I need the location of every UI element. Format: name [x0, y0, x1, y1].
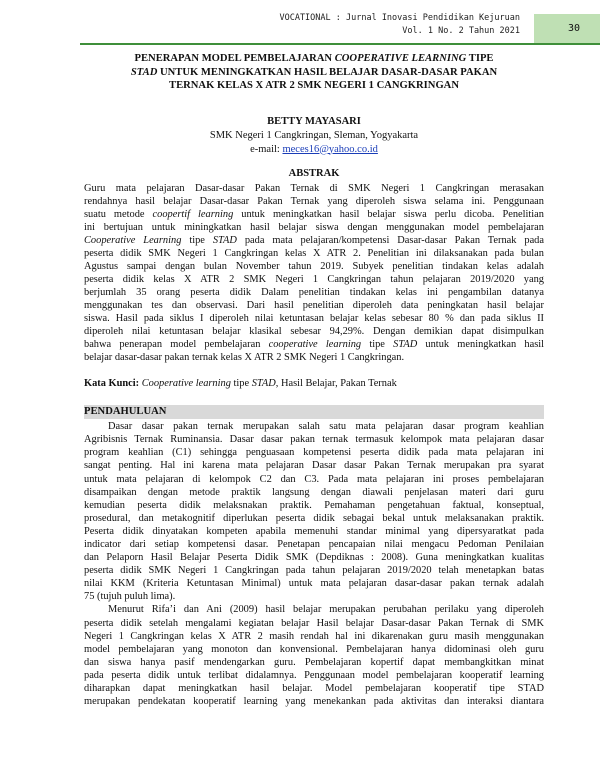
section-heading-pendahuluan: PENDAHULUAN	[84, 405, 544, 419]
abstract-line: belajar dasar-dasar pakan ternak kelas X ATR 2 SMK Negeri 1 Cangkringan.	[84, 352, 405, 364]
keywords: Kata Kunci: Cooperative learning tipe STAD, Hasil Belajar, Pakan Ternak	[84, 378, 397, 390]
paragraph-line: Menurut Rifa’i dan Ani (2009) hasil belajar merupakan perubahan perilaku yang diperoleh	[108, 604, 544, 616]
author-name: BETTY MAYASARI	[267, 115, 361, 127]
paragraph-line: nilai KKM (Kriteria Ketuntasan Minimal) untuk mata pelajaran dasar-dasar pakan ternak adalah	[84, 578, 544, 590]
section-text	[84, 420, 544, 708]
title-line-3: TERNAK KELAS X ATR 2 SMK NEGERI 1 CANGKRINGAN	[169, 80, 459, 91]
paragraph-line: kemudian peserta didik melaksnakan praktik. Pemahaman pengetahuan faktual, konseptual,	[84, 499, 544, 511]
abstract-line: berjumlah 35 orang peserta didik Dalam penelitian tindakan kelas ini pengambilan datanya	[84, 286, 544, 298]
paragraph-line: Negeri 1 Cangkringan kelas X ATR 2 masih rendah hal ini dikarenakan guru masih menggunakan	[84, 630, 544, 642]
paragraph-line: diharapkan dapat meningkatkan hasil belajar. Model pembelajaran kooperatif tipe STAD	[84, 683, 544, 695]
abstract-line: peserta didik SMK Negeri 1 Cangkringan kelas X ATR 2. Penelitian ini dilaksanakan pada bulan	[84, 247, 544, 259]
paragraph-line: Agribisnis Ternak Ruminansia. Dasar dasar pakan ternak termasuk kelompok mata pelajaran dasar	[84, 434, 544, 446]
paragraph-line: program keahlian (C1) sehingga penguasaan kompetensi peserta didik pada mata pelajaran ini	[84, 447, 544, 459]
abstract-line: Cooperative Learning tipe STAD pada mata pelajaran/kompetensi Dasar-dasar Pakan Ternak pada	[84, 234, 544, 246]
author-affiliation: SMK Negeri 1 Cangkringan, Sleman, Yogyakarta	[209, 129, 419, 141]
paragraph-line: indicator dari setiap kompetensi dasar. Penetapan pencapaian nilai mengacu Pedoman Penilaian	[84, 539, 544, 550]
abstract-text	[84, 182, 544, 365]
abstract-line: diperoleh nilai ketuntasan belajar klasikal sebesar 94,29%. Dengan demikian dapat disimpulkan	[84, 326, 544, 338]
header-divider	[80, 43, 600, 45]
abstract-heading: ABSTRAK	[288, 167, 340, 179]
email-link[interactable]: meces16@yahoo.co.id	[282, 143, 378, 155]
paragraph-line: peserta didik SMK Negeri 1 Cangkringan pada tahun pelajaran 2019/2020 telah menetapkan batas	[84, 565, 544, 577]
article-body	[84, 52, 544, 708]
page-number: 30	[534, 14, 600, 44]
title-line-1: PENERAPAN MODEL PEMBELAJARAN COOPERATIVE LEARNING TIPE	[134, 53, 494, 64]
abstract-line: peserta didik kelas X ATR 2 SMK Negeri 1 Cangkringan tahun pelajaran 2019/2020 yang	[84, 273, 544, 285]
paragraph-line: merupakan pendekatan kooperatif learning yang menekankan pada aktivitas dan interaksi diantara	[84, 696, 544, 708]
journal-volume: Vol. 1 No. 2 Tahun 2021	[402, 26, 520, 36]
abstract-line: Agustus sampai dengan bulan November tahun 2019. Subyek penelitian tindakan kelas adalah	[84, 260, 544, 272]
abstract-line: bahwa penerapan model pembelajaran cooperative learning tipe STAD untuk meningkatkan hasil	[84, 339, 544, 351]
paragraph-line: pada peserta didik untuk terlibat didalamnya. Penggunaan model pembelajaran kooperatif learning	[84, 669, 544, 681]
paragraph-line: dan siswa hanya pasif mendengarkan guru. Pembelajaran kopertif dapat membangkitkan minat	[84, 656, 544, 668]
article-title	[84, 52, 544, 93]
title-line-2: STAD UNTUK MENINGKATKAN HASIL BELAJAR DASAR-DASAR PAKAN	[130, 66, 498, 78]
paragraph-line: sangat penting. Hal ini karena mata pelajaran Dasar dasar Pakan Ternak merupakan pra syarat	[84, 460, 544, 472]
abstract-line: suatu metode coopertif learning untuk meningkatkan hasil belajar siswa perlu dicoba. Penelitian	[84, 208, 544, 220]
paragraph-line: 75 (tujuh puluh lima).	[84, 591, 176, 603]
journal-header	[279, 12, 520, 38]
abstract-line: menggunakan tes dan observasi. Dari hasil penelitian diperoleh data peningkatan hasil belajar	[84, 299, 544, 311]
paragraph-line: model pembelajaran yang monoton dan konvensional. Pembelajaran hanya didominasi oleh guru	[84, 643, 544, 655]
paragraph-line: untuk mata pelajaran di kelompok C2 dan C3. Pada mata pelajaran ini proses pembelajaran	[84, 473, 544, 485]
paragraph-line: Peserta didik dinyatakan kompeten apabila memenuhi standar minimal yang dipersyaratkat pada	[84, 525, 544, 537]
paragraph-line: peserta didik setelah mengalami kegiatan belajar Hasil belajar Dasar-dasar Pakan Ternak di SMK	[84, 617, 544, 629]
paragraph-line: Dasar dasar pakan ternak merupakan salah satu mata pelajaran dasar program keahlian	[108, 421, 544, 433]
journal-name: VOCATIONAL : Jurnal Inovasi Pendidikan Kejuruan	[279, 13, 520, 23]
abstract-line: rendahnya hasil belajar Dasar-dasar Pakan Ternak yang diperoleh siswa selama ini. Penggunaan	[84, 195, 544, 207]
abstract-line: ini bertujuan untuk miningkatkan hasil belajar siswa dengan menggunakan model pembelajaran	[84, 221, 544, 233]
author-email-line: e-mail: meces16@yahoo.co.id	[250, 143, 378, 155]
abstract-line: Guru mata pelajaran Dasar-dasar Pakan Ternak di SMK Negeri 1 Cangkringan merasakan	[84, 182, 544, 194]
paragraph-line: prosedural, dan metakognitif diperlukan peserta didik sebagai bekal untuk melaksanakan praktik.	[84, 512, 544, 524]
paragraph-line: dan Pelaporn Hasil Belajar Peserta Didik SMK (Depdiknas : 2008). Guna meningkatkan kualitas	[84, 552, 544, 564]
abstract-line: siswa. Hasil pada siklus I diperoleh nilai ketuntasan belajar kelas sebesar 80 % dan pada siklus II	[84, 312, 544, 324]
paragraph-line: disampaikan dengan metode praktik langsung dengan diawali penjelasan materi dari guru	[84, 486, 544, 498]
